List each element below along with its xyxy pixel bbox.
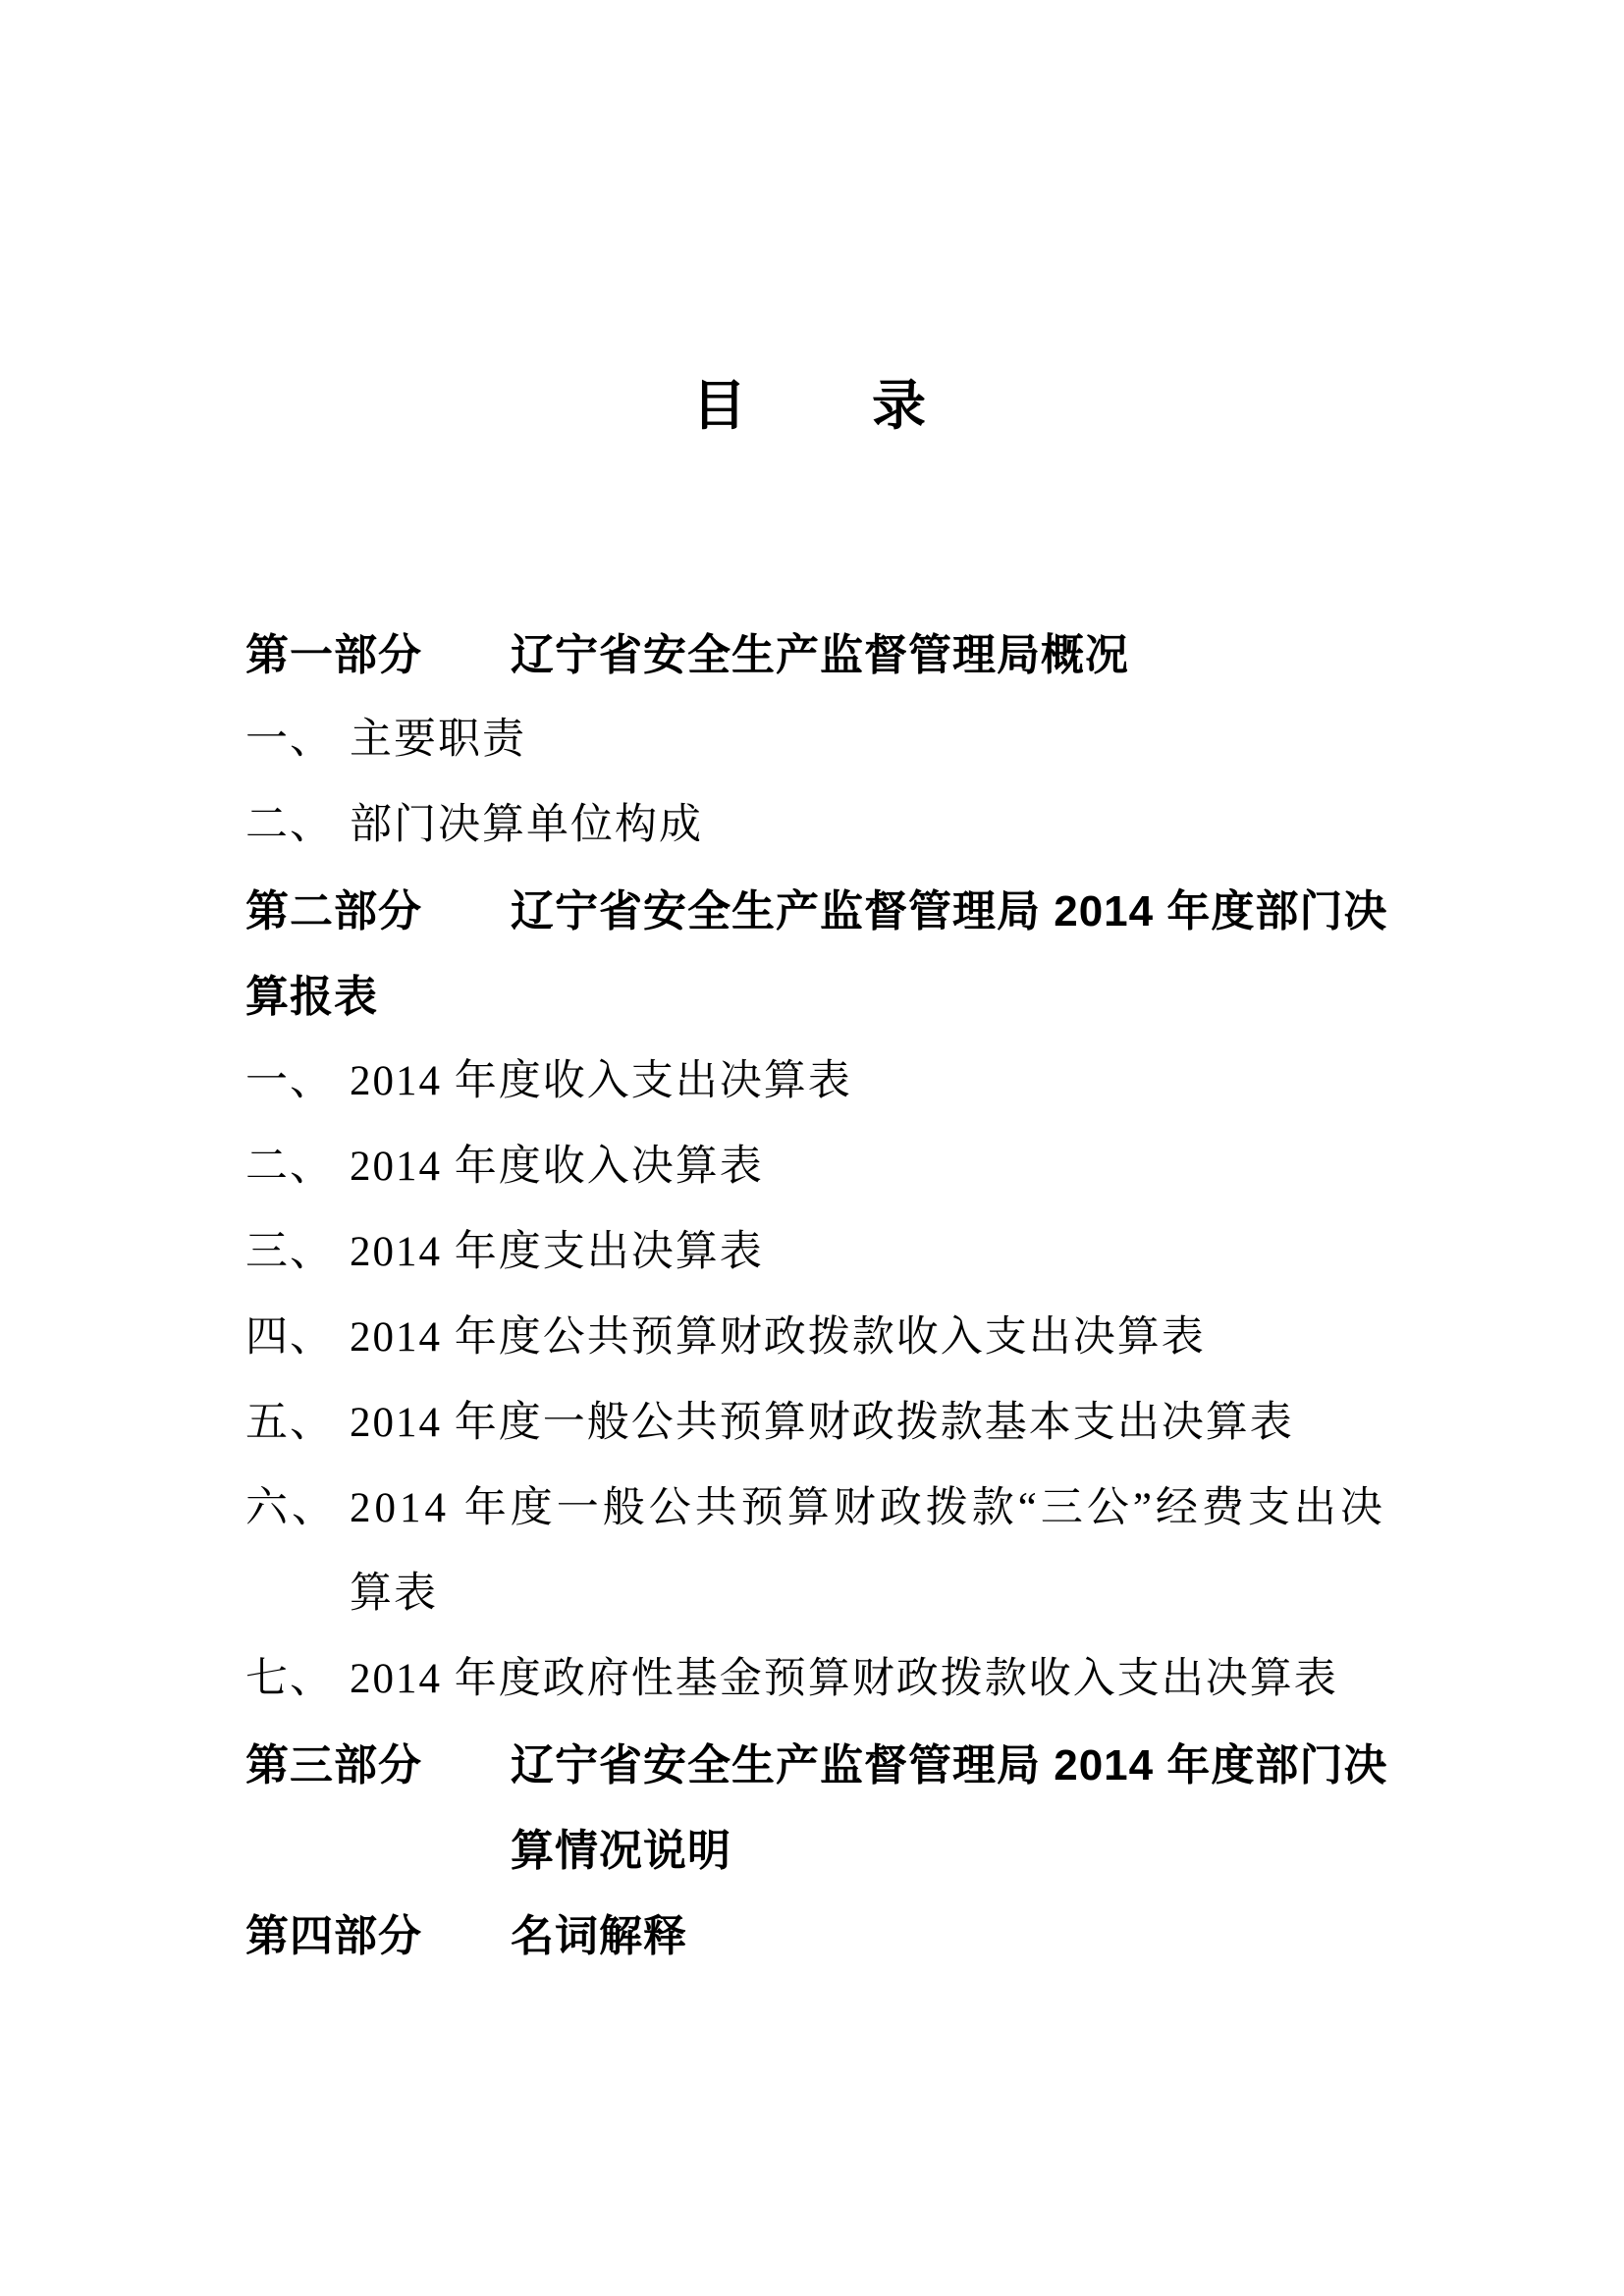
toc-title: 目 录: [691, 376, 932, 436]
toc-part-4: [245, 1889, 1398, 1974]
toc-item-table-7: [245, 1632, 1398, 1718]
toc-item-table-1: [245, 1035, 1398, 1120]
toc-item-table-5: [245, 1376, 1398, 1462]
item-text: 2014 年度支出决算表: [350, 1229, 764, 1275]
toc-part-2-continuation: [245, 949, 1398, 1035]
item-text: 2014 年度一般公共预算财政拨款“三公”经费支出决: [350, 1485, 1386, 1531]
item-number: 六、: [245, 1485, 338, 1531]
toc-item-table-6: [245, 1462, 1398, 1547]
toc-part-2: [245, 864, 1398, 949]
item-text: 2014 年度一般公共预算财政拨款基本支出决算表: [350, 1400, 1294, 1446]
item-text: 2014 年度收入支出决算表: [350, 1058, 852, 1104]
part-4-label: 第四部分: [245, 1911, 422, 1960]
part-2-text: 辽宁省安全生产监督管理局 2014 年度部门决: [511, 886, 1388, 935]
item-text: 2014 年度政府性基金预算财政拨款收入支出决算表: [350, 1656, 1338, 1702]
item-number: 一、: [245, 717, 334, 763]
toc-item-table-2: [245, 1120, 1398, 1205]
part-3-label: 第三部分: [245, 1740, 422, 1789]
item-number: 一、: [245, 1058, 334, 1104]
toc-item-table-3: [245, 1205, 1398, 1291]
item-number: 二、: [245, 1144, 334, 1190]
part-3-text: 辽宁省安全生产监督管理局 2014 年度部门决: [511, 1740, 1388, 1789]
part-1-text: 辽宁省安全生产监督管理局概况: [511, 630, 1129, 679]
part-3-text-wrap: 算情况说明: [511, 1826, 731, 1875]
toc-part-1: [245, 608, 1398, 693]
toc-item-overview-2: [245, 778, 1398, 864]
toc-part-3: [245, 1718, 1398, 1803]
item-number: 七、: [245, 1656, 334, 1702]
item-text: 部门决算单位构成: [350, 802, 703, 848]
part-4-text: 名词解释: [511, 1911, 687, 1960]
part-2-label: 第二部分: [245, 886, 422, 935]
toc-list: [0, 608, 1624, 1974]
item-text-wrap: 算表: [350, 1571, 438, 1617]
toc-part-3-continuation: [245, 1803, 1398, 1889]
item-number: 四、: [245, 1314, 334, 1361]
part-1-label: 第一部分: [245, 630, 422, 679]
toc-item-overview-1: [245, 693, 1398, 778]
toc-item-table-6-continuation: [245, 1547, 1398, 1632]
part-2-text-wrap: 算报表: [245, 972, 378, 1021]
toc-item-table-4: [245, 1291, 1398, 1376]
item-number: 五、: [245, 1400, 334, 1446]
item-text: 主要职责: [350, 717, 526, 763]
item-text: 2014 年度收入决算表: [350, 1144, 764, 1190]
item-number: 二、: [245, 802, 334, 848]
item-number: 三、: [245, 1229, 334, 1275]
item-text: 2014 年度公共预算财政拨款收入支出决算表: [350, 1314, 1206, 1361]
